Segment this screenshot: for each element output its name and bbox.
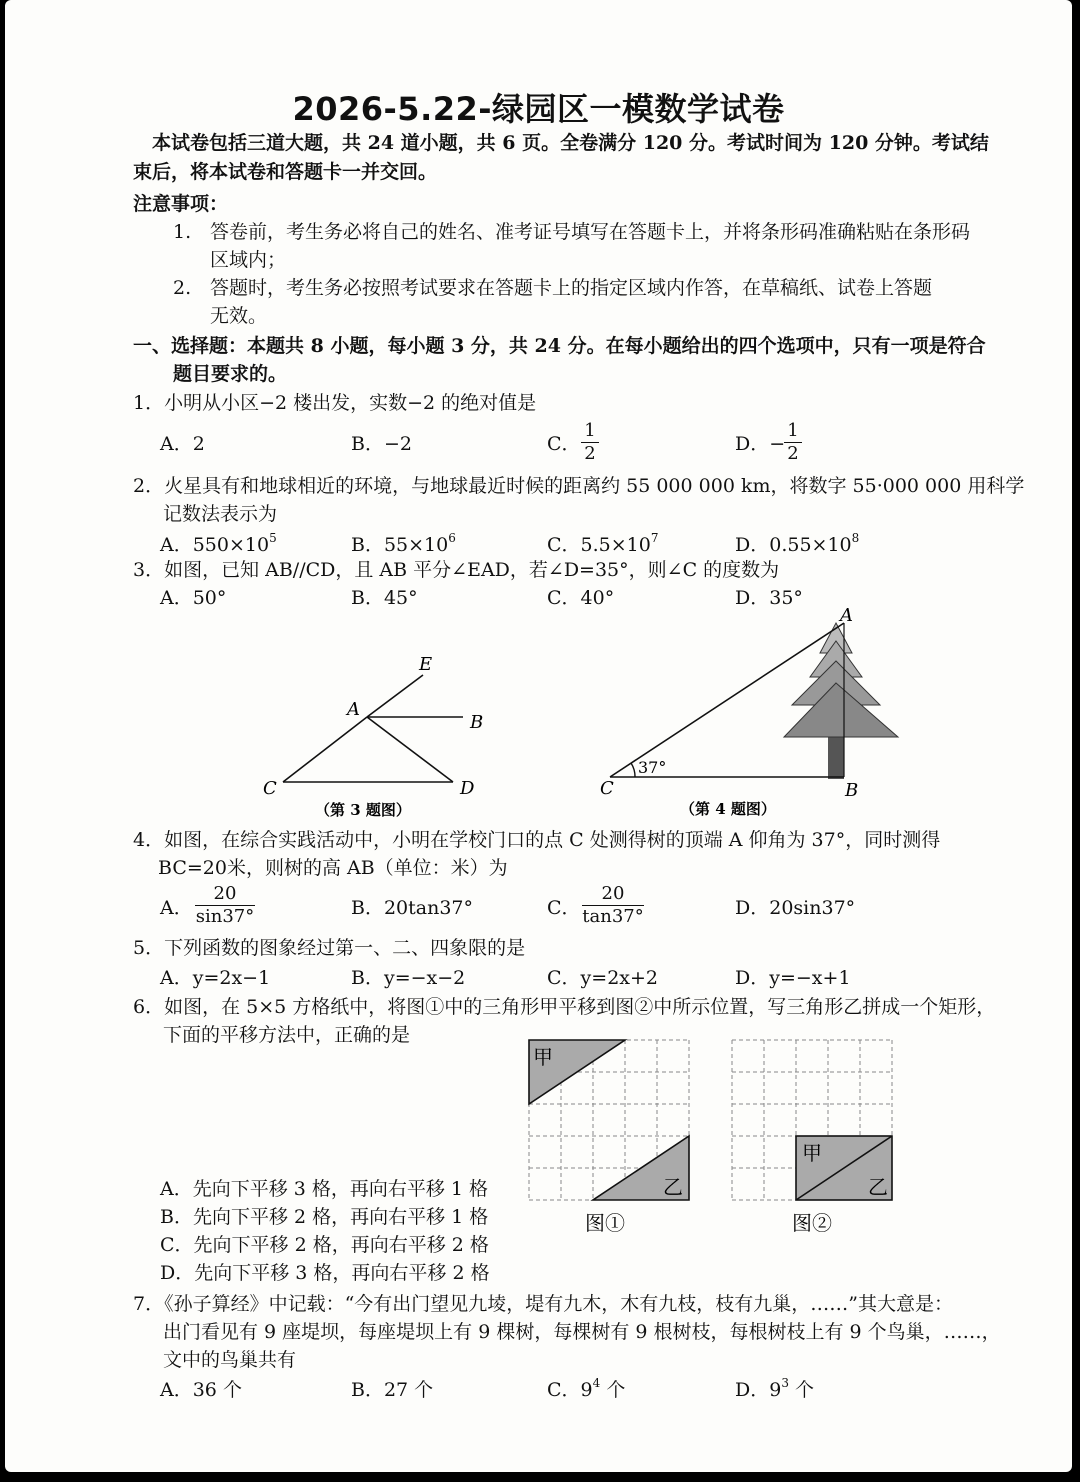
q7-option-b: B．27 个: [351, 1379, 434, 1401]
q2-option-b: [351, 533, 456, 557]
angle-arc: [631, 763, 635, 777]
label-jia: 甲: [533, 1045, 553, 1069]
section-1-line-2: 题目要求的。: [173, 363, 288, 385]
angle-label: 37°: [638, 758, 667, 777]
q7-stem-line-2: 出门看见有 9 座堤坝，每座堤坝上有 9 棵树，每棵树有 9 根树枝，每根树枝上有 9 个鸟巢，……，: [163, 1321, 1001, 1343]
fraction-denominator: tan37°: [582, 906, 644, 927]
fraction-denominator: 2: [584, 443, 596, 464]
q1-option-c-fraction: [581, 420, 599, 465]
q7-option-c-exponent: 4: [592, 1376, 601, 1390]
label-e: E: [419, 654, 433, 675]
q4-option-c: C．: [547, 897, 581, 919]
fraction-numerator: 1: [784, 420, 802, 443]
q6-option-a: A．先向下平移 3 格，再向右平移 1 格: [160, 1178, 489, 1200]
q7-option-c-unit: 个: [600, 1379, 626, 1401]
label-c: C: [263, 778, 277, 799]
label-c: C: [600, 778, 614, 799]
q3-stem: 3．如图，已知 AB//CD，且 AB 平分∠EAD，若∠D=35°，则∠C 的度数为: [133, 559, 780, 581]
q5-option-a: A．y=2x−1: [160, 967, 271, 989]
notice-1-line-1: 答卷前，考生务必将自己的姓名、准考证号填写在答题卡上，并将条形码准确粘贴在条形码: [210, 221, 971, 243]
segment-ad: [367, 717, 453, 782]
q6-stem-line-1: 6．如图，在 5×5 方格纸中，将图①中的三角形甲平移到图②中所示位置，写三角形乙拼成一个矩形，: [133, 996, 996, 1018]
q3-option-d: D．35°: [735, 587, 803, 609]
q1-option-a: A．2: [160, 433, 205, 455]
label-d: D: [460, 778, 475, 799]
label-b: B: [470, 712, 484, 733]
q6-option-d: D．先向下平移 3 格，再向右平移 2 格: [160, 1262, 490, 1284]
q2-option-a-exponent: 5: [269, 531, 277, 545]
q7-option-d-unit: 个: [788, 1379, 815, 1401]
figure-6-2: [726, 1034, 896, 1234]
q2-option-d: [735, 533, 859, 557]
q4-option-c-fraction: [582, 883, 644, 928]
intro-line-1: 本试卷包括三道大题，共 24 道小题，共 6 页。全卷满分 120 分。考试时间为 120 分钟。考试结: [152, 132, 989, 154]
q2-option-a: [160, 533, 277, 557]
q5-stem: 5．下列函数的图象经过第一、二、四象限的是: [133, 937, 526, 959]
q7-stem-line-1: 7．《孙子算经》中记载：“今有出门望见九堎，堤有九木，木有九枝，枝有九巢，……”其大意是：: [133, 1293, 954, 1315]
figure-3: [255, 645, 505, 825]
q7-option-a: A．36 个: [160, 1379, 242, 1401]
figure-6-1-caption: 图①: [585, 1211, 625, 1234]
q5-option-d: D．y=−x+1: [735, 967, 851, 989]
q7-option-d-base: D．9: [735, 1379, 782, 1401]
page-title: 2026-5.22-绿园区一模数学试卷: [292, 90, 785, 128]
q7-option-c-base: C．9: [547, 1379, 593, 1401]
segment-ac: [283, 717, 367, 782]
q1-option-d-fraction: [784, 420, 802, 465]
notice-2-line-2: 无效。: [210, 305, 268, 327]
q2-stem-line-2: 记数法表示为: [163, 503, 278, 525]
q2-option-a-text: A．550×10: [160, 534, 270, 556]
label-yi: 乙: [868, 1175, 888, 1199]
q7-option-d: [735, 1378, 814, 1402]
label-a: A: [840, 605, 853, 626]
fraction-numerator: 1: [581, 420, 599, 443]
fraction-numerator: 20: [582, 883, 644, 906]
figure-3-caption: （第 3 题图）: [315, 801, 411, 819]
label-b: B: [845, 780, 859, 801]
q6-option-c: C．先向下平移 2 格，再向右平移 2 格: [160, 1234, 489, 1256]
q6-stem-line-2: 下面的平移方法中，正确的是: [163, 1024, 411, 1046]
notice-2-line-1: 答题时，考生务必按照考试要求在答题卡上的指定区域内作答，在草稿纸、试卷上答题: [210, 277, 933, 299]
q2-stem-line-1: 2．火星具有和地球相近的环境，与地球最近时候的距离约 55 000 000 km，将数字 55·000 000 用科学: [133, 475, 1025, 497]
q3-option-c: C．40°: [547, 587, 615, 609]
label-a: A: [347, 699, 360, 720]
q7-stem-line-3: 文中的鸟巢共有: [163, 1349, 297, 1371]
q7-option-c: [547, 1378, 625, 1402]
notice-1-number: 1.: [173, 221, 192, 243]
q2-option-c: [547, 533, 659, 557]
q2-option-d-text: D．0.55×10: [735, 534, 852, 556]
q2-option-c-exponent: 7: [650, 531, 659, 545]
figure-4: [590, 605, 920, 825]
label-yi: 乙: [663, 1175, 683, 1199]
q7-option-d-exponent: 3: [781, 1376, 789, 1390]
figure-6-2-caption: 图②: [792, 1211, 832, 1234]
section-1-line-1: 一、选择题：本题共 8 小题，每小题 3 分，共 24 分。在每小题给出的四个选项中，只有一项是符合: [133, 335, 986, 357]
figure-6-1: [523, 1034, 693, 1234]
q2-option-d-exponent: 8: [851, 531, 860, 545]
fraction-numerator: 20: [195, 883, 255, 906]
fraction-denominator: 2: [787, 443, 799, 464]
q2-option-b-text: B．55×10: [351, 534, 449, 556]
q4-option-b: B．20tan37°: [351, 897, 474, 919]
q3-option-a: A．50°: [160, 587, 227, 609]
q2-option-c-text: C．5.5×10: [547, 534, 651, 556]
exam-paper: [5, 0, 1072, 1472]
q1-option-d: D．−: [735, 433, 786, 455]
intro-line-2: 束后，将本试卷和答题卡一并交回。: [133, 161, 438, 183]
q4-option-a-fraction: [195, 883, 255, 928]
q5-option-c: C．y=2x+2: [547, 967, 659, 989]
q4-option-a: A．: [160, 897, 193, 919]
label-jia: 甲: [802, 1141, 822, 1165]
notice-2-number: 2.: [173, 277, 192, 299]
notice-1-line-2: 区域内；: [210, 249, 287, 271]
q2-option-b-exponent: 6: [448, 531, 456, 545]
tree-tier-4: [784, 683, 898, 737]
fraction-denominator: sin37°: [195, 906, 255, 927]
figure-4-caption: （第 4 题图）: [680, 800, 776, 818]
q1-stem: 1．小明从小区−2 楼出发，实数−2 的绝对值是: [133, 392, 537, 414]
q1-option-c: C．: [547, 433, 581, 455]
q6-option-b: B．先向下平移 2 格，再向右平移 1 格: [160, 1206, 489, 1228]
ray-ae: [367, 675, 423, 717]
q4-option-d: D．20sin37°: [735, 897, 856, 919]
q1-option-b: B．−2: [351, 433, 412, 455]
q4-stem-line-2: BC=20米，则树的高 AB（单位：米）为: [158, 857, 508, 879]
q4-stem-line-1: 4．如图，在综合实践活动中，小明在学校门口的点 C 处测得树的顶端 A 仰角为 37°，同时测得: [133, 829, 941, 851]
q5-option-b: B．y=−x−2: [351, 967, 466, 989]
notice-heading: 注意事项：: [133, 193, 229, 215]
q3-option-b: B．45°: [351, 587, 418, 609]
